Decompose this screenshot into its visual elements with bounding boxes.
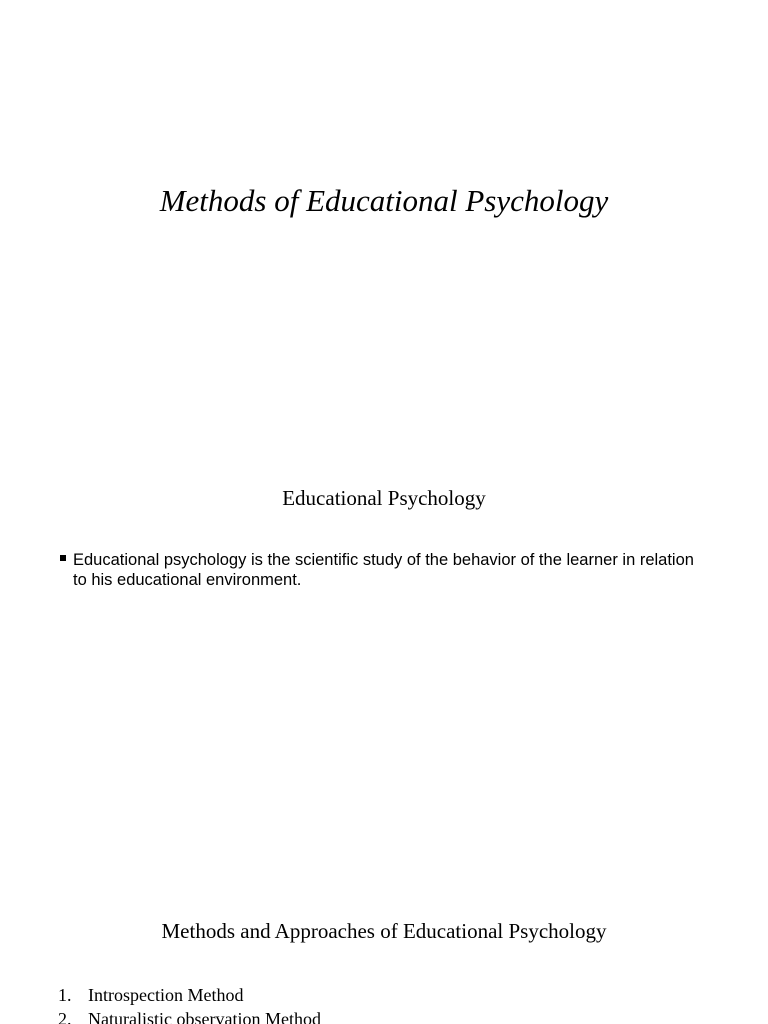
bullet-item — [59, 550, 699, 590]
definition-bullet-list — [59, 550, 699, 590]
section-heading-educational-psychology: Educational Psychology — [282, 486, 486, 510]
methods-list — [58, 983, 708, 1024]
page-title: Methods of Educational Psychology — [159, 183, 609, 218]
list-number: 1. — [58, 985, 72, 1005]
list-item — [58, 1007, 708, 1024]
list-item — [58, 983, 708, 1007]
list-number: 2. — [58, 1009, 72, 1024]
section-heading-methods: Methods and Approaches of Educational Psychology — [161, 919, 607, 943]
bullet-text: Educational psychology is the scientific study of the behavior of the learner in relation to his educational environment. — [73, 551, 694, 589]
list-item-text: Naturalistic observation Method — [88, 1009, 321, 1024]
list-item-text: Introspection Method — [88, 985, 244, 1005]
square-bullet-icon — [60, 555, 66, 561]
